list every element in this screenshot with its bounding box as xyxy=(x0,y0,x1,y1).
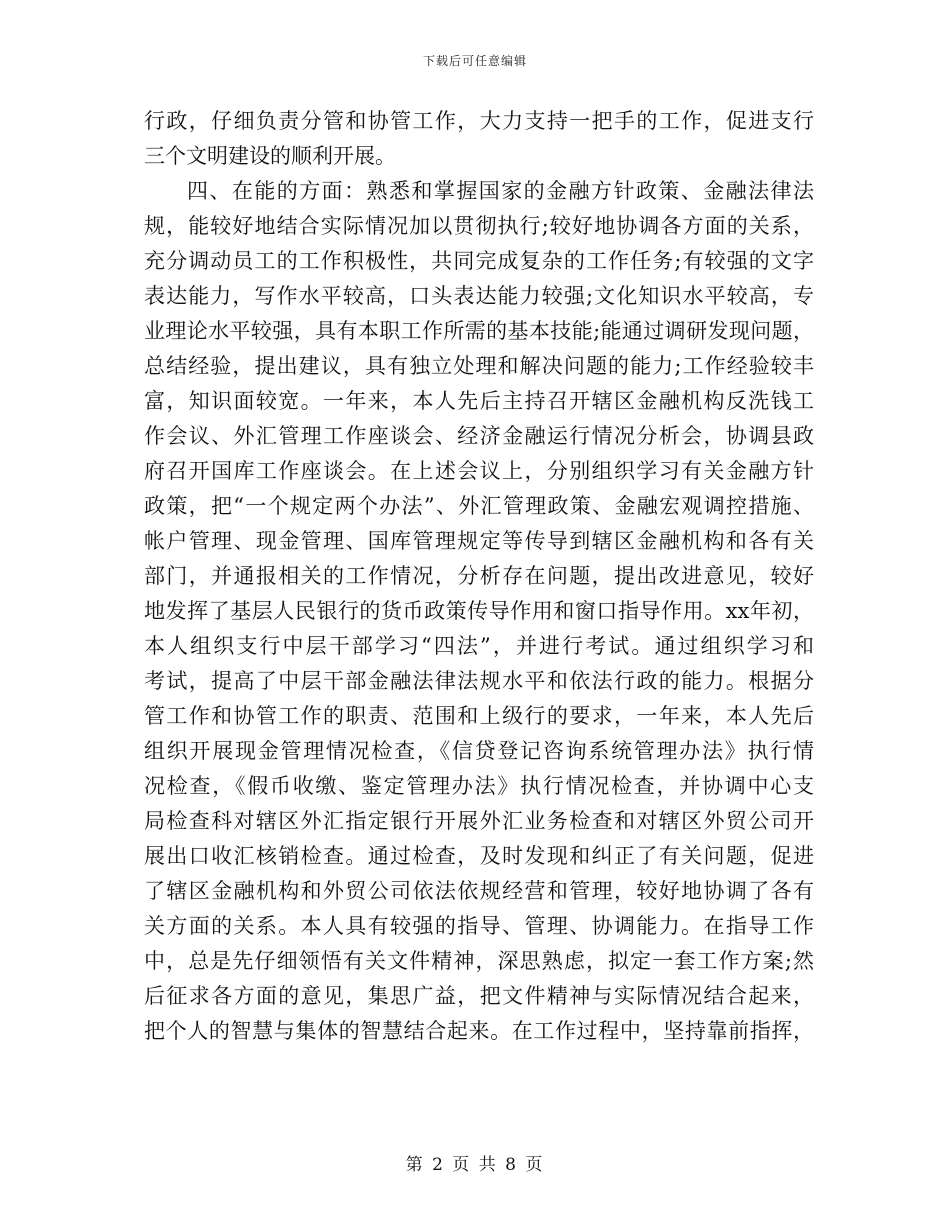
text-line: 中，总是先仔细领悟有关文件精神，深思熟虑，拟定一套工作方案;然 xyxy=(144,949,814,973)
text-line: 部门，并通报相关的工作情况，分析存在问题，提出改进意见，较好 xyxy=(144,564,814,588)
text-line: 后征求各方面的意见，集思广益，把文件精神与实际情况结合起来， xyxy=(144,984,814,1008)
text-line: 管工作和协管工作的职责、范围和上级行的要求，一年来，本人先后 xyxy=(144,704,814,728)
page-header-note: 下载后可任意编辑 xyxy=(422,54,527,68)
text-line: 考试，提高了中层干部金融法律法规水平和依法行政的能力。根据分 xyxy=(144,669,814,693)
page-number-footer: 第 2 页 共 8 页 xyxy=(405,1155,545,1175)
text-line: 规，能较好地结合实际情况加以贯彻执行;较好地协调各方面的关系， xyxy=(144,214,814,238)
text-line: 作会议、外汇管理工作座谈会、经济金融运行情况分析会，协调县政 xyxy=(144,424,814,448)
text-line: 表达能力，写作水平较高，口头表达能力较强;文化知识水平较高，专 xyxy=(144,284,814,308)
text-line: 了辖区金融机构和外贸公司依法依规经营和管理，较好地协调了各有 xyxy=(144,879,814,903)
text-line: 关方面的关系。本人具有较强的指导、管理、协调能力。在指导工作 xyxy=(144,914,814,938)
text-line: 把个人的智慧与集体的智慧结合起来。在工作过程中，坚持靠前指挥， xyxy=(144,1019,814,1043)
text-line: 总结经验，提出建议，具有独立处理和解决问题的能力;工作经验较丰 xyxy=(144,354,814,378)
text-line: 展出口收汇核销检查。通过检查，及时发现和纠正了有关问题，促进 xyxy=(144,844,814,868)
text-line: 府召开国库工作座谈会。在上述会议上，分别组织学习有关金融方针 xyxy=(144,459,814,483)
document-body xyxy=(144,104,814,1049)
text-line: 局检查科对辖区外汇指定银行开展外汇业务检查和对辖区外贸公司开 xyxy=(144,809,814,833)
text-line: 行政，仔细负责分管和协管工作，大力支持一把手的工作，促进支行 xyxy=(144,109,814,133)
text-line: 充分调动员工的工作积极性，共同完成复杂的工作任务;有较强的文字 xyxy=(144,249,814,273)
text-line: 帐户管理、现金管理、国库管理规定等传导到辖区金融机构和各有关 xyxy=(144,529,814,553)
text-line: 本人组织支行中层干部学习“四法”，并进行考试。通过组织学习和 xyxy=(144,634,814,658)
text-line: 组织开展现金管理情况检查，《信贷登记咨询系统管理办法》执行情 xyxy=(144,739,814,763)
text-line: 富，知识面较宽。一年来，本人先后主持召开辖区金融机构反洗钱工 xyxy=(144,389,814,413)
text-line: 三个文明建设的顺利开展。 xyxy=(144,144,396,168)
text-line: 况检查，《假币收缴、鉴定管理办法》执行情况检查，并协调中心支 xyxy=(144,774,814,798)
text-line: 业理论水平较强，具有本职工作所需的基本技能;能通过调研发现问题， xyxy=(144,319,814,343)
text-line: 政策，把“一个规定两个办法”、外汇管理政策、金融宏观调控措施、 xyxy=(144,494,814,518)
text-line: 地发挥了基层人民银行的货币政策传导作用和窗口指导作用。xx年初， xyxy=(144,599,814,623)
paragraph-start-line: 四、在能的方面：熟悉和掌握国家的金融方针政策、金融法律法 xyxy=(187,179,814,203)
